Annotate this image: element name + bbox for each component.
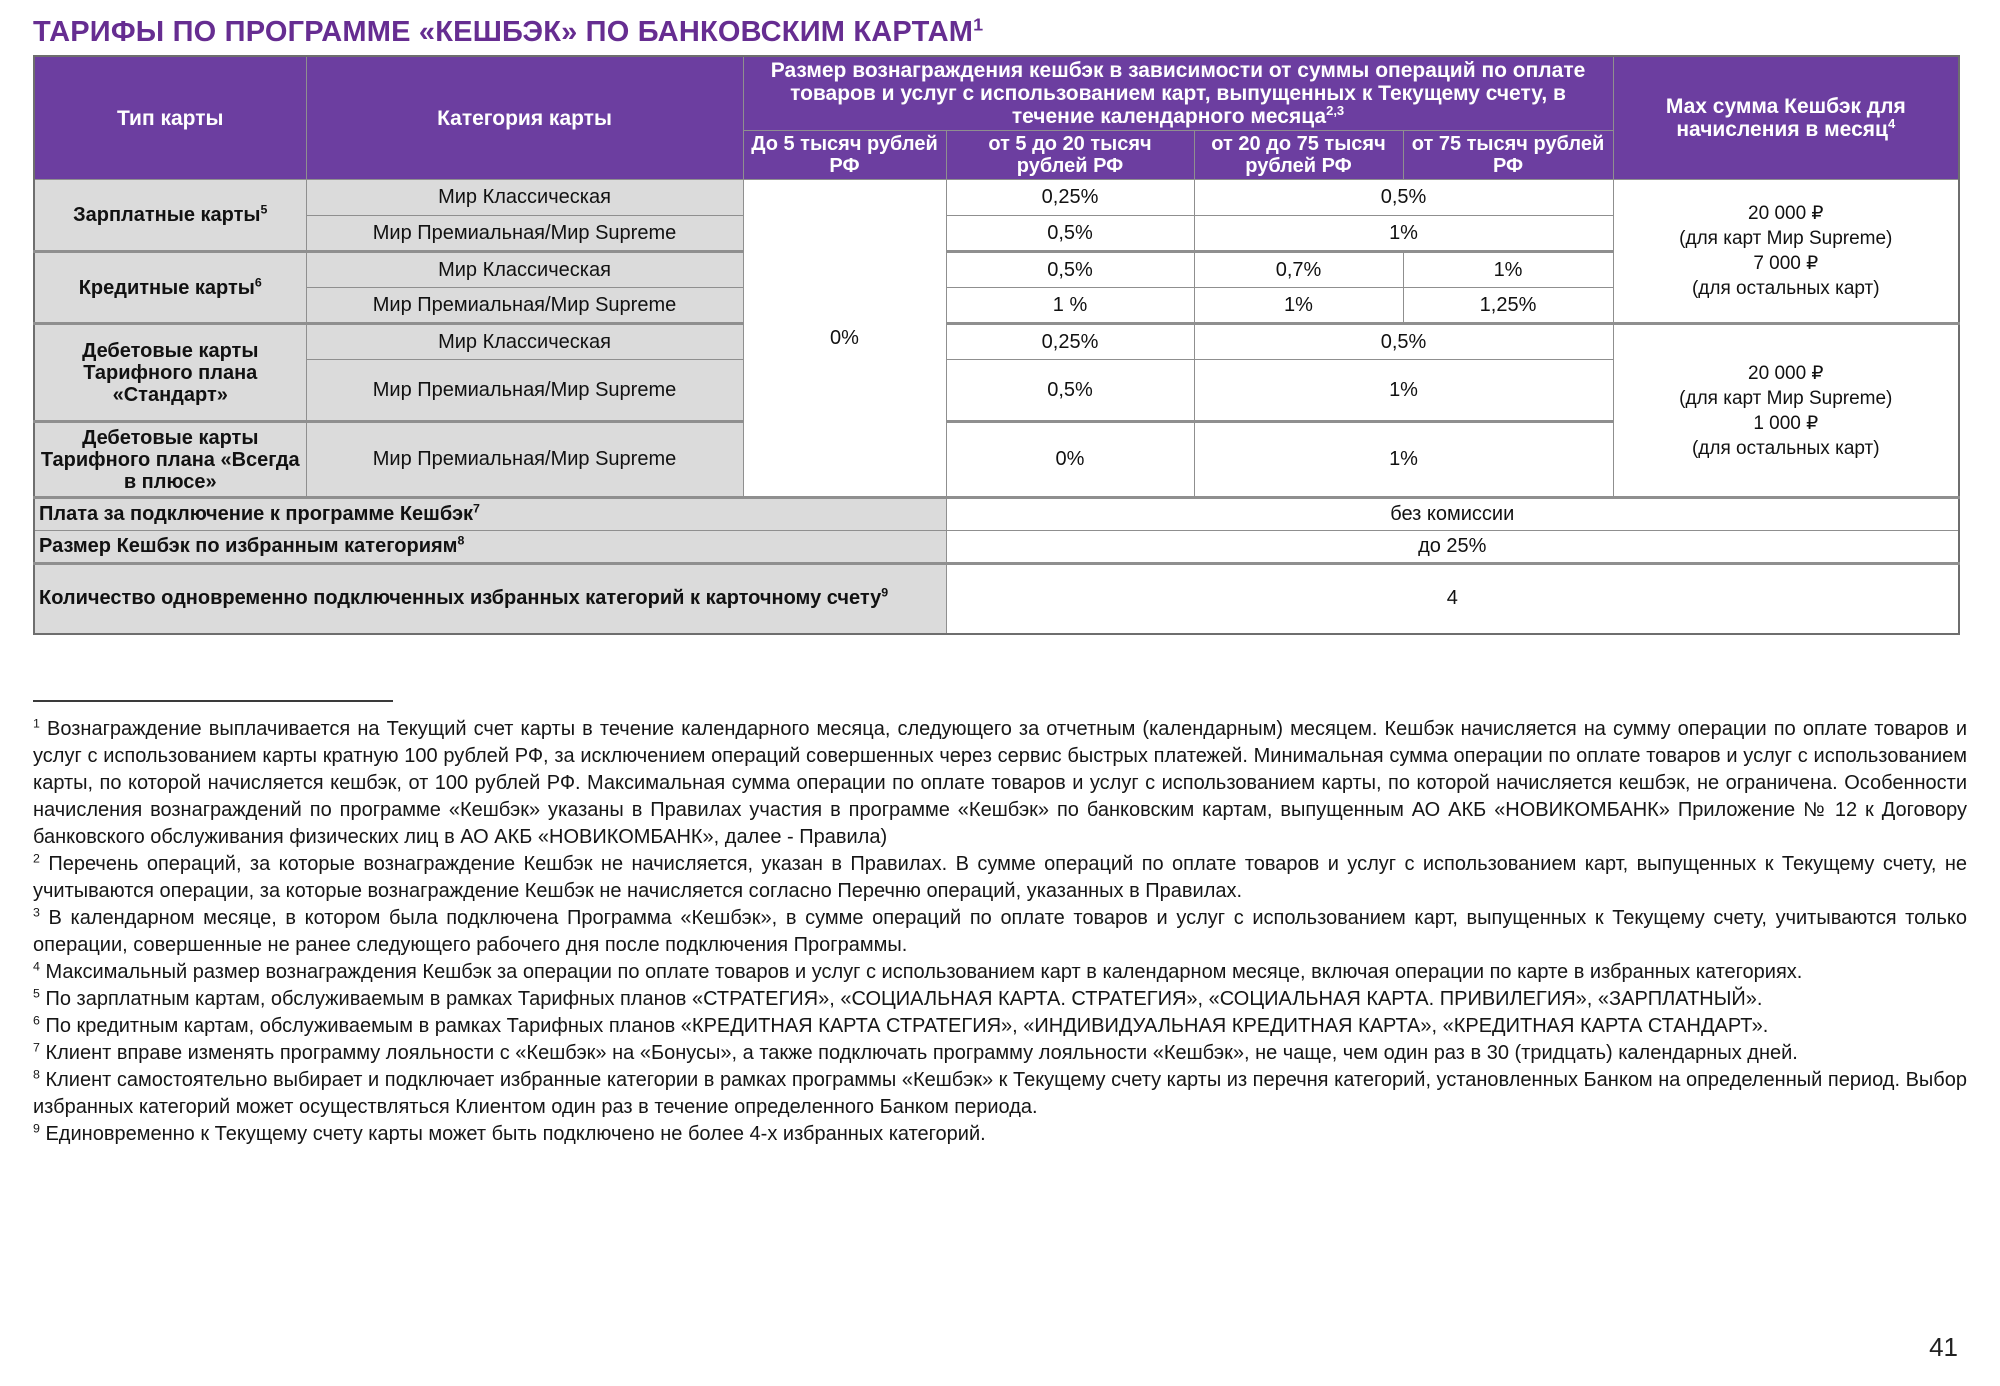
header-tier-2: от 20 до 75 тысяч рублей РФ [1194,131,1403,180]
max-line: 20 000 ₽ [1748,203,1824,224]
header-max-sum-text: Мах сумма Кешбэк для начисления в месяц [1665,95,1906,141]
footnote-5-text: По зарплатным картам, обслуживаемым в рамках Тарифных планов «СТРАТЕГИЯ», «СОЦИАЛЬНАЯ КАРТА. СТРАТЕГИЯ», «СОЦИАЛЬНАЯ КАРТА. ПРИВИЛЕГИЯ», «ЗАРПЛАТНЫЙ». [45,988,1763,1010]
footnote-9-text: Единовременно к Текущему счету карты может быть подключено не более 4-х избранных категорий. [45,1123,986,1145]
pct-cell: 0% [946,422,1194,498]
pct-cell: 0,25% [946,324,1194,360]
footnote-9-marker: 9 [33,1121,40,1136]
pct-cell: 1% [1194,288,1403,324]
table-row [34,531,1959,564]
pct-cell: 0,5% [946,360,1194,422]
pct-cell: 1% [1194,360,1613,422]
pct-cell: 0,5% [946,216,1194,252]
tier0-zero-cell: 0% [743,180,946,498]
card-type-credit [34,252,306,324]
header-max-footnote-ref: 4 [1887,116,1896,131]
footnote-5 [33,986,1967,1013]
header-card-category: Категория карты [306,56,743,180]
footnote-8-text: Клиент самостоятельно выбирает и подключает избранные категории в рамках программы «Кешбэк» к Текущему счету карты из перечня категорий, установленных Банком на определенный период. Выбор избранных категорий может осуществляться Клиентом один раз в течение определенного Банком периода. [33,1069,1967,1118]
pct-cell: 1% [1194,216,1613,252]
max-line: (для карт Мир Supreme) [1679,387,1893,409]
favorite-categories-size-label-text: Размер Кешбэк по избранным категориям [39,535,458,557]
page-title-footnote-ref: 1 [973,14,984,35]
header-reward-footnote-ref: 2,3 [1326,103,1345,118]
header-reward-size [743,56,1613,131]
simultaneous-categories-footnote-ref: 9 [881,585,889,600]
card-category-cell: Мир Премиальная/Мир Supreme [306,360,743,422]
favorite-categories-size-label [34,531,946,564]
max-line: (для остальных карт) [1691,278,1880,299]
header-card-type: Тип карты [34,56,306,180]
footnote-7-text: Клиент вправе изменять программу лояльности с «Кешбэк» на «Бонусы», а также подключать программу лояльности «Кешбэк», не чаще, чем один раз в 30 (тридцать) календарных дней. [45,1042,1798,1064]
header-tier-0: До 5 тысяч рублей РФ [743,131,946,180]
fee-connection-footnote-ref: 7 [473,501,480,516]
pct-cell: 0,7% [1194,252,1403,288]
max-line: 20 000 ₽ [1748,362,1824,384]
cashback-tariff-table [33,55,1960,635]
footnote-3 [33,905,1967,959]
favorite-categories-size-value: до 25% [946,531,1959,564]
max-sum-cell-top [1613,180,1959,324]
footnote-2-text: Перечень операций, за которые вознаграждение Кешбэк не начисляется, указан в Правилах. В сумме операций по оплате товаров и услуг с использованием карт, выпущенных к Текущему счету, не учитываются операции, за которые вознаграждение Кешбэк не начисляется согласно Перечню операций, указанных в Правилах. [33,853,1967,902]
fee-connection-value: без комиссии [946,498,1959,531]
pct-cell: 0,25% [946,180,1194,216]
footnote-4-marker: 4 [33,959,40,974]
footnote-8 [33,1067,1967,1121]
card-type-salary-text: Зарплатные карты [73,204,261,226]
simultaneous-categories-value: 4 [946,564,1959,634]
card-type-credit-text: Кредитные карты [78,276,255,299]
table-row [34,180,1959,216]
card-type-debit-plus [34,422,306,498]
footnote-3-text: В календарном месяце, в котором была подключена Программа «Кешбэк», в сумме операций по оплате товаров и услуг с использованием карт, выпущенных к Текущему счету, учитываются только операции, совершенные не ранее следующего рабочего дня после подключения Программы. [33,907,1967,956]
card-category-cell: Мир Классическая [306,180,743,216]
pct-cell: 0,5% [946,252,1194,288]
pct-cell: 1 % [946,288,1194,324]
card-type-debit-plus-text: Дебетовые карты Тарифного плана «Всегда в плюсе» [40,426,300,493]
simultaneous-categories-label-text: Количество одновременно подключенных избранных категорий к карточному счету [39,587,882,610]
max-line: 1 000 ₽ [1753,412,1819,434]
max-sum-cell-bottom [1613,324,1959,498]
page-title [33,16,1963,49]
page-number: 41 [1929,1332,1958,1362]
card-type-debit-standard-text: Дебетовые карты Тарифного плана «Стандарт» [82,339,259,406]
max-line: (для карт Мир Supreme) [1679,228,1893,249]
footnote-1 [33,716,1967,851]
table-row [34,324,1959,360]
table-row [34,564,1959,634]
favorite-categories-size-footnote-ref: 8 [457,533,465,548]
pct-cell: 0,5% [1194,180,1613,216]
card-type-debit-standard [34,324,306,422]
pct-cell: 1% [1403,252,1613,288]
footnote-4-text: Максимальный размер вознаграждения Кешбэк за операции по оплате товаров и услуг с использованием карт в календарном месяце, включая операции по карте в избранных категориях. [45,961,1803,983]
header-max-sum [1613,56,1959,180]
pct-cell: 1% [1194,422,1613,498]
card-category-cell: Мир Премиальная/Мир Supreme [306,288,743,324]
footnote-6 [33,1013,1967,1040]
fee-connection-label [34,498,946,531]
card-category-cell: Мир Классическая [306,252,743,288]
card-category-cell: Мир Премиальная/Мир Supreme [306,216,743,252]
footnotes-section [33,700,1967,1148]
footnote-1-marker: 1 [33,716,40,731]
footnote-4 [33,959,1967,986]
card-type-salary [34,180,306,252]
card-category-cell: Мир Классическая [306,324,743,360]
pct-cell: 0,5% [1194,324,1613,360]
footnote-separator [33,700,393,702]
footnote-2 [33,851,1967,905]
footnote-6-marker: 6 [33,1013,40,1028]
footnote-5-marker: 5 [33,986,40,1001]
footnote-7 [33,1040,1967,1067]
max-line: (для остальных карт) [1691,437,1880,459]
header-reward-size-text: Размер вознаграждения кешбэк в зависимости от суммы операций по оплате товаров и услуг с использованием карт, выпущенных к Текущему счету, в течение календарного месяца [770,59,1586,128]
page-title-text: ТАРИФЫ ПО ПРОГРАММЕ «КЕШБЭК» ПО БАНКОВСКИМ КАРТАМ [33,16,974,48]
simultaneous-categories-label [34,564,946,634]
header-tier-3: от 75 тысяч рублей РФ [1403,131,1613,180]
card-type-credit-footnote-ref: 6 [254,274,262,289]
footnote-1-text: Вознаграждение выплачивается на Текущий счет карты в течение календарного месяца, следующего за отчетным (календарным) месяцем. Кешбэк начисляется на сумму операции по оплате товаров и услуг с использованием карты кратную 100 рублей РФ, за исключением операций совершенных через сервис быстрых платежей. Минимальная сумма операции по оплате товаров и услуг с использованием карты, по которой начисляется кешбэк, от 100 рублей РФ. Максимальная сумма операции по оплате товаров и услуг с использованием карты, по которой начисляется кешбэк, не ограничена. Особенности начисления вознаграждений по программе «Кешбэк» указаны в Правилах участия в программе «Кешбэк» по банковским картам, выпущенным АО АКБ «НОВИКОМБАНК» Приложение № 12 к Договору банковского обслуживания физических лиц в АО АКБ «НОВИКОМБАНК», далее - Правила) [33,718,1967,848]
card-category-cell: Мир Премиальная/Мир Supreme [306,422,743,498]
footnote-6-text: По кредитным картам, обслуживаемым в рамках Тарифных планов «КРЕДИТНАЯ КАРТА СТРАТЕГИЯ», «ИНДИВИДУАЛЬНАЯ КРЕДИТНАЯ КАРТА», «КРЕДИТНАЯ КАРТА СТАНДАРТ». [45,1015,1769,1037]
header-tier-1: от 5 до 20 тысяч рублей РФ [946,131,1194,180]
footnote-3-marker: 3 [33,905,40,920]
footnote-2-marker: 2 [33,851,40,866]
footnote-8-marker: 8 [33,1067,40,1082]
card-type-salary-footnote-ref: 5 [260,202,268,217]
max-line: 7 000 ₽ [1753,253,1819,274]
footnote-7-marker: 7 [33,1040,40,1055]
table-row [34,498,1959,531]
pct-cell: 1,25% [1403,288,1613,324]
footnote-9 [33,1121,1967,1148]
fee-connection-label-text: Плата за подключение к программе Кешбэк [39,503,473,525]
